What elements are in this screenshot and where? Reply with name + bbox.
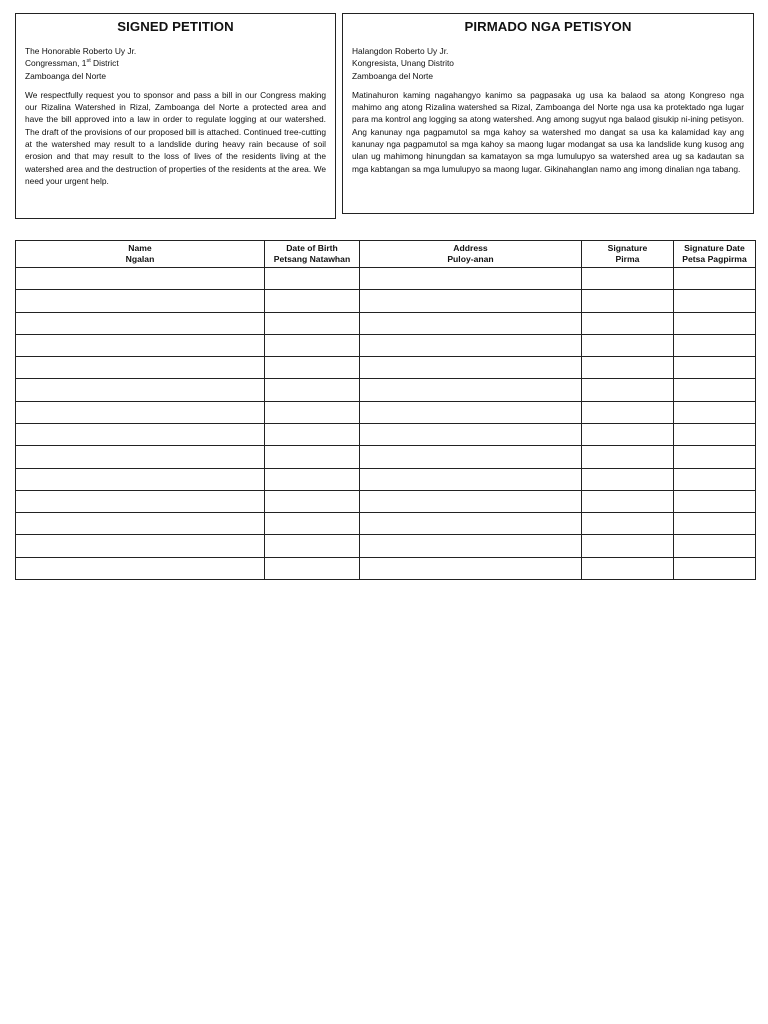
date-of-birth-cell[interactable] (265, 401, 360, 423)
signature-cell[interactable] (582, 446, 674, 468)
signature-date-cell[interactable] (674, 401, 756, 423)
cebuano-petition-box (342, 13, 754, 214)
signature-date-cell[interactable] (674, 334, 756, 356)
table-row (16, 290, 756, 312)
signature-cell[interactable] (582, 423, 674, 445)
english-body: We respectfully request you to sponsor and pass a bill in our Congress making our Rizalina Watershed in Rizal, Zamboanga del Norte a protected area and have the bill approved into a law in order to regulate logging at our watershed. The draft of the provisions of our proposed bill is attached. Continued tree-cutting at the watershed may result to a landslide during heavy rain because of soil erosion and that may result to the loss of lives of the residents living at the watershed area and the destruction of properties of the residents at the area. We need your urgent help. (25, 89, 326, 186)
address-cell[interactable] (360, 401, 582, 423)
signature-date-cell[interactable] (674, 490, 756, 512)
address-cell[interactable] (360, 357, 582, 379)
address-cell[interactable] (360, 379, 582, 401)
date-of-birth-cell[interactable] (265, 468, 360, 490)
signature-date-cell[interactable] (674, 379, 756, 401)
table-row (16, 268, 756, 290)
date-of-birth-cell[interactable] (265, 268, 360, 290)
signature-date-cell[interactable] (674, 290, 756, 312)
signature-date-cell[interactable] (674, 468, 756, 490)
date-of-birth-cell[interactable] (265, 379, 360, 401)
english-petition-box (15, 13, 336, 219)
address-cell[interactable] (360, 490, 582, 512)
name-cell[interactable] (16, 312, 265, 334)
date-of-birth-cell[interactable] (265, 490, 360, 512)
name-cell[interactable] (16, 268, 265, 290)
address-cell[interactable] (360, 446, 582, 468)
table-row (16, 446, 756, 468)
address-cell[interactable] (360, 557, 582, 579)
signature-date-cell[interactable] (674, 513, 756, 535)
name-cell[interactable] (16, 290, 265, 312)
date-of-birth-cell[interactable] (265, 557, 360, 579)
english-position: Congressman, 1st District (25, 58, 119, 69)
english-address-block (25, 45, 326, 82)
table-row (16, 513, 756, 535)
name-cell[interactable] (16, 357, 265, 379)
column-header-name: Name Ngalan (16, 241, 265, 268)
signature-cell[interactable] (582, 401, 674, 423)
date-of-birth-cell[interactable] (265, 513, 360, 535)
table-row (16, 312, 756, 334)
signature-date-cell[interactable] (674, 312, 756, 334)
signature-cell[interactable] (582, 557, 674, 579)
signature-cell[interactable] (582, 312, 674, 334)
signature-cell[interactable] (582, 379, 674, 401)
address-cell[interactable] (360, 312, 582, 334)
name-cell[interactable] (16, 535, 265, 557)
column-header-address: Address Puloy-anan (360, 241, 582, 268)
address-cell[interactable] (360, 513, 582, 535)
signature-table (15, 240, 756, 580)
signature-date-cell[interactable] (674, 357, 756, 379)
signature-cell[interactable] (582, 334, 674, 356)
signature-cell[interactable] (582, 268, 674, 290)
english-title: SIGNED PETITION (117, 19, 234, 34)
signature-table-header (16, 241, 756, 268)
table-row (16, 468, 756, 490)
table-row (16, 490, 756, 512)
name-cell[interactable] (16, 468, 265, 490)
address-cell[interactable] (360, 268, 582, 290)
date-of-birth-cell[interactable] (265, 535, 360, 557)
table-row (16, 423, 756, 445)
date-of-birth-cell[interactable] (265, 357, 360, 379)
column-header-signature: Signature Pirma (582, 241, 674, 268)
signature-date-cell[interactable] (674, 557, 756, 579)
table-row (16, 379, 756, 401)
signature-date-cell[interactable] (674, 446, 756, 468)
name-cell[interactable] (16, 446, 265, 468)
signature-cell[interactable] (582, 357, 674, 379)
column-header-signature-date: Signature Date Petsa Pagpirma (674, 241, 756, 268)
cebuano-address-block (352, 45, 744, 82)
table-row (16, 357, 756, 379)
table-row (16, 557, 756, 579)
date-of-birth-cell[interactable] (265, 446, 360, 468)
address-cell[interactable] (360, 468, 582, 490)
column-header-date-of-birth: Date of Birth Petsang Natawhan (265, 241, 360, 268)
signature-cell[interactable] (582, 490, 674, 512)
signature-cell[interactable] (582, 290, 674, 312)
name-cell[interactable] (16, 513, 265, 535)
cebuano-body: Matinahuron kaming nagahangyo kanimo sa pagpasaka ug usa ka balaod sa atong Kongreso nga mahimo ang atong Rizalina watershed sa Rizal, Zamboanga del Norte nga usa ka protektado nga lugar para ma kontrol ang logging sa atong watershed. Ang among sugyut nga balaod gisukip ni-ining petisyon. Ang kanunay nga pagpamutol sa mga kahoy sa watershed mo dangat sa usa ka kalamidad kay ang kanunay nga pagpamutol sa mga kahoy sa maong lugar modangat sa usa ka landslide kung kusog ang ulan ug mahimong hinungdan sa kamatayon sa mga lumulupyo sa watershed area ug sa kadautan sa mga kabtangan sa mga lumulupyo sa maong lugar. Gikinahanglan namo ang imong dinalian nga tabang. (352, 89, 744, 174)
name-cell[interactable] (16, 334, 265, 356)
name-cell[interactable] (16, 490, 265, 512)
name-cell[interactable] (16, 379, 265, 401)
signature-date-cell[interactable] (674, 268, 756, 290)
name-cell[interactable] (16, 557, 265, 579)
english-province: Zamboanga del Norte (25, 70, 107, 81)
cebuano-title: PIRMADO NGA PETISYON (464, 19, 632, 34)
name-cell[interactable] (16, 401, 265, 423)
table-row (16, 535, 756, 557)
signature-cell[interactable] (582, 535, 674, 557)
date-of-birth-cell[interactable] (265, 290, 360, 312)
signature-date-cell[interactable] (674, 535, 756, 557)
table-row (16, 334, 756, 356)
signature-date-cell[interactable] (674, 423, 756, 445)
address-cell[interactable] (360, 334, 582, 356)
signature-cell[interactable] (582, 468, 674, 490)
english-addressee: The Honorable Roberto Uy Jr. (25, 46, 137, 56)
name-cell[interactable] (16, 423, 265, 445)
address-cell[interactable] (360, 423, 582, 445)
table-row (16, 401, 756, 423)
date-of-birth-cell[interactable] (265, 423, 360, 445)
cebuano-position: Kongresista, Unang Distrito (352, 58, 454, 69)
cebuano-addressee: Halangdon Roberto Uy Jr. (352, 46, 449, 56)
address-cell[interactable] (360, 290, 582, 312)
date-of-birth-cell[interactable] (265, 334, 360, 356)
date-of-birth-cell[interactable] (265, 312, 360, 334)
address-cell[interactable] (360, 535, 582, 557)
signature-cell[interactable] (582, 513, 674, 535)
cebuano-province: Zamboanga del Norte (352, 70, 434, 81)
